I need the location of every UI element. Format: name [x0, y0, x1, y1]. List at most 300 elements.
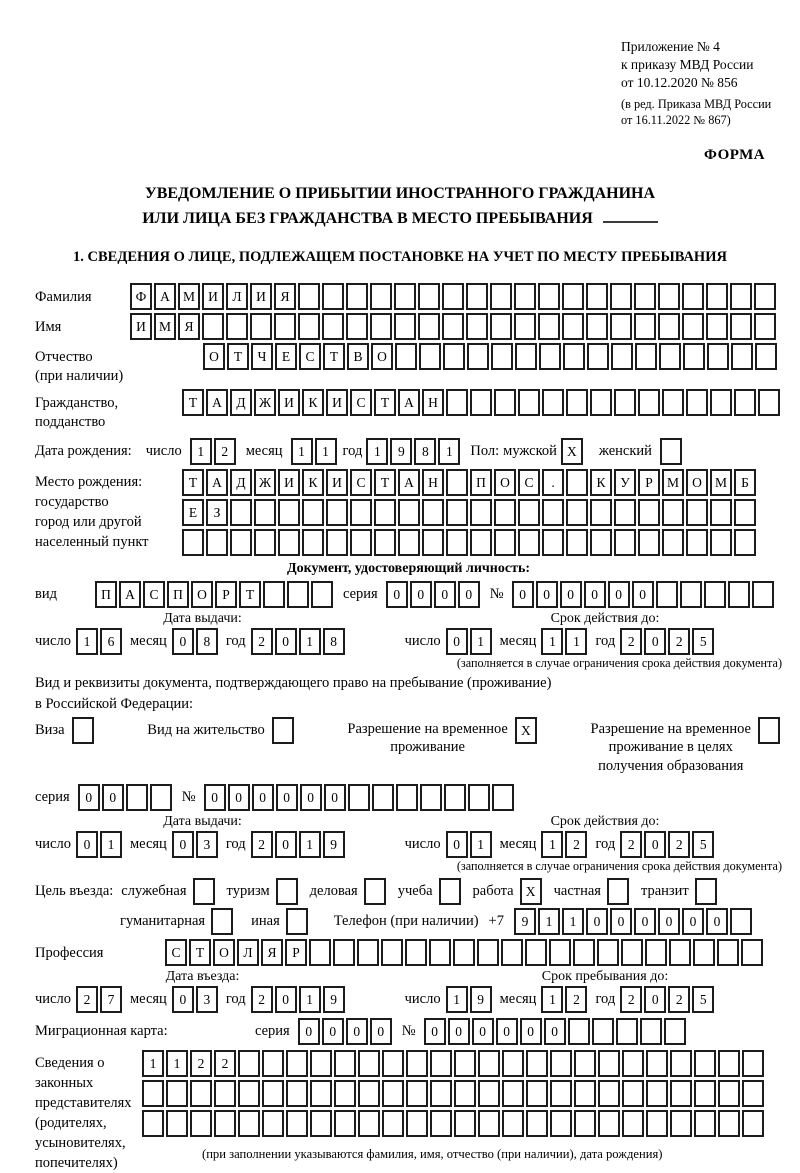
char-cell[interactable]	[214, 1110, 236, 1137]
char-cell[interactable]	[262, 1050, 284, 1077]
stay-year-cells[interactable]	[620, 986, 716, 1013]
char-cell[interactable]: 0	[275, 831, 297, 858]
char-cell[interactable]: 2	[251, 628, 273, 655]
char-cell[interactable]: Ж	[254, 389, 276, 416]
id-doc-number-cells[interactable]	[512, 581, 776, 608]
birthplace-cells-row3[interactable]	[182, 529, 758, 556]
char-cell[interactable]	[518, 529, 540, 556]
char-cell[interactable]: Т	[323, 343, 345, 370]
char-cell[interactable]	[419, 343, 441, 370]
char-cell[interactable]: О	[371, 343, 393, 370]
char-cell[interactable]	[453, 939, 475, 966]
char-cell[interactable]: В	[347, 343, 369, 370]
char-cell[interactable]	[478, 1080, 500, 1107]
char-cell[interactable]	[430, 1110, 452, 1137]
char-cell[interactable]: 2	[620, 831, 642, 858]
char-cell[interactable]	[394, 283, 416, 310]
char-cell[interactable]: 0	[78, 784, 100, 811]
doc-issue-month-cells[interactable]	[172, 628, 220, 655]
char-cell[interactable]: 2	[565, 831, 587, 858]
char-cell[interactable]	[574, 1050, 596, 1077]
char-cell[interactable]	[322, 313, 344, 340]
char-cell[interactable]	[614, 389, 636, 416]
char-cell[interactable]	[758, 717, 780, 744]
char-cell[interactable]	[126, 784, 148, 811]
char-cell[interactable]	[446, 529, 468, 556]
char-cell[interactable]	[718, 1080, 740, 1107]
char-cell[interactable]: С	[143, 581, 165, 608]
char-cell[interactable]	[694, 1050, 716, 1077]
char-cell[interactable]	[686, 389, 708, 416]
char-cell[interactable]: Н	[422, 469, 444, 496]
char-cell[interactable]	[491, 343, 513, 370]
char-cell[interactable]	[734, 499, 756, 526]
char-cell[interactable]: 9	[323, 831, 345, 858]
char-cell[interactable]: 1	[541, 628, 563, 655]
char-cell[interactable]	[598, 1050, 620, 1077]
temp-residence-edu-checkbox[interactable]	[758, 717, 782, 744]
char-cell[interactable]: 1	[470, 628, 492, 655]
char-cell[interactable]: П	[470, 469, 492, 496]
purpose-private-checkbox[interactable]	[607, 878, 631, 905]
char-cell[interactable]	[638, 499, 660, 526]
char-cell[interactable]	[418, 313, 440, 340]
char-cell[interactable]	[254, 529, 276, 556]
char-cell[interactable]: П	[95, 581, 117, 608]
char-cell[interactable]	[646, 1110, 668, 1137]
char-cell[interactable]: 0	[644, 628, 666, 655]
permit-issue-year-cells[interactable]	[251, 831, 347, 858]
char-cell[interactable]	[730, 908, 752, 935]
char-cell[interactable]	[502, 1110, 524, 1137]
char-cell[interactable]	[238, 1110, 260, 1137]
char-cell[interactable]	[150, 784, 172, 811]
char-cell[interactable]: 1	[299, 986, 321, 1013]
char-cell[interactable]	[302, 499, 324, 526]
char-cell[interactable]: Д	[230, 469, 252, 496]
permit-number-cells[interactable]	[204, 784, 516, 811]
char-cell[interactable]: 0	[544, 1018, 566, 1045]
char-cell[interactable]: X	[520, 878, 542, 905]
char-cell[interactable]	[395, 343, 417, 370]
char-cell[interactable]	[710, 389, 732, 416]
char-cell[interactable]	[710, 499, 732, 526]
char-cell[interactable]	[286, 1110, 308, 1137]
char-cell[interactable]	[587, 343, 609, 370]
char-cell[interactable]	[730, 313, 752, 340]
char-cell[interactable]: И	[278, 389, 300, 416]
char-cell[interactable]: 5	[692, 831, 714, 858]
char-cell[interactable]: 2	[565, 986, 587, 1013]
char-cell[interactable]	[478, 1110, 500, 1137]
char-cell[interactable]: Т	[182, 389, 204, 416]
char-cell[interactable]: И	[202, 283, 224, 310]
char-cell[interactable]	[334, 1080, 356, 1107]
char-cell[interactable]: 2	[76, 986, 98, 1013]
char-cell[interactable]	[430, 1050, 452, 1077]
char-cell[interactable]	[611, 343, 633, 370]
char-cell[interactable]: 0	[496, 1018, 518, 1045]
char-cell[interactable]	[492, 784, 514, 811]
char-cell[interactable]	[730, 283, 752, 310]
char-cell[interactable]	[358, 1080, 380, 1107]
char-cell[interactable]: 0	[370, 1018, 392, 1045]
char-cell[interactable]: С	[350, 389, 372, 416]
char-cell[interactable]: М	[178, 283, 200, 310]
char-cell[interactable]	[734, 389, 756, 416]
purpose-study-checkbox[interactable]	[439, 878, 463, 905]
purpose-humanitarian-checkbox[interactable]	[211, 908, 235, 935]
profession-cells[interactable]	[165, 939, 765, 966]
char-cell[interactable]	[381, 939, 403, 966]
char-cell[interactable]	[470, 389, 492, 416]
representatives-cells-row1[interactable]	[142, 1050, 766, 1077]
char-cell[interactable]: Т	[374, 389, 396, 416]
char-cell[interactable]	[302, 529, 324, 556]
char-cell[interactable]: 1	[291, 438, 313, 465]
char-cell[interactable]	[309, 939, 331, 966]
char-cell[interactable]	[526, 1050, 548, 1077]
char-cell[interactable]	[206, 529, 228, 556]
char-cell[interactable]: X	[515, 717, 537, 744]
char-cell[interactable]	[326, 499, 348, 526]
char-cell[interactable]	[526, 1080, 548, 1107]
char-cell[interactable]: 5	[692, 628, 714, 655]
purpose-business-checkbox[interactable]	[193, 878, 217, 905]
char-cell[interactable]	[334, 1110, 356, 1137]
char-cell[interactable]: 1	[142, 1050, 164, 1077]
char-cell[interactable]: Е	[275, 343, 297, 370]
char-cell[interactable]	[444, 784, 466, 811]
purpose-other-checkbox[interactable]	[286, 908, 310, 935]
char-cell[interactable]	[621, 939, 643, 966]
char-cell[interactable]: 0	[446, 628, 468, 655]
char-cell[interactable]	[254, 499, 276, 526]
char-cell[interactable]: Т	[182, 469, 204, 496]
char-cell[interactable]	[310, 1050, 332, 1077]
char-cell[interactable]	[466, 313, 488, 340]
char-cell[interactable]: С	[518, 469, 540, 496]
char-cell[interactable]	[454, 1080, 476, 1107]
char-cell[interactable]	[446, 499, 468, 526]
char-cell[interactable]	[734, 529, 756, 556]
char-cell[interactable]: Р	[638, 469, 660, 496]
char-cell[interactable]: 9	[470, 986, 492, 1013]
char-cell[interactable]	[398, 529, 420, 556]
char-cell[interactable]	[742, 1050, 764, 1077]
char-cell[interactable]	[669, 939, 691, 966]
char-cell[interactable]	[442, 283, 464, 310]
char-cell[interactable]	[374, 529, 396, 556]
char-cell[interactable]: 0	[228, 784, 250, 811]
char-cell[interactable]	[659, 343, 681, 370]
char-cell[interactable]: 0	[586, 908, 608, 935]
char-cell[interactable]	[538, 283, 560, 310]
char-cell[interactable]	[394, 313, 416, 340]
char-cell[interactable]	[358, 1110, 380, 1137]
char-cell[interactable]	[539, 343, 561, 370]
char-cell[interactable]: 0	[560, 581, 582, 608]
char-cell[interactable]: Ф	[130, 283, 152, 310]
char-cell[interactable]	[382, 1080, 404, 1107]
char-cell[interactable]: У	[614, 469, 636, 496]
stay-month-cells[interactable]	[541, 986, 589, 1013]
char-cell[interactable]	[598, 1080, 620, 1107]
patronymic-cells[interactable]	[203, 343, 779, 370]
char-cell[interactable]	[670, 1080, 692, 1107]
char-cell[interactable]	[614, 529, 636, 556]
char-cell[interactable]	[566, 469, 588, 496]
char-cell[interactable]: Т	[374, 469, 396, 496]
sex-female-checkbox[interactable]	[660, 438, 684, 465]
char-cell[interactable]	[664, 1018, 686, 1045]
char-cell[interactable]	[348, 784, 370, 811]
char-cell[interactable]	[468, 784, 490, 811]
char-cell[interactable]	[549, 939, 571, 966]
char-cell[interactable]	[350, 529, 372, 556]
char-cell[interactable]: 0	[644, 986, 666, 1013]
char-cell[interactable]	[333, 939, 355, 966]
char-cell[interactable]	[598, 1110, 620, 1137]
char-cell[interactable]: 1	[541, 986, 563, 1013]
char-cell[interactable]: 1	[190, 438, 212, 465]
char-cell[interactable]: 2	[668, 986, 690, 1013]
char-cell[interactable]	[346, 313, 368, 340]
char-cell[interactable]	[694, 1080, 716, 1107]
char-cell[interactable]: 3	[196, 831, 218, 858]
char-cell[interactable]: 5	[692, 986, 714, 1013]
char-cell[interactable]: 2	[214, 438, 236, 465]
char-cell[interactable]	[638, 389, 660, 416]
doc-issue-year-cells[interactable]	[251, 628, 347, 655]
char-cell[interactable]	[286, 1050, 308, 1077]
char-cell[interactable]	[470, 499, 492, 526]
char-cell[interactable]	[660, 438, 682, 465]
char-cell[interactable]	[478, 1050, 500, 1077]
char-cell[interactable]: 1	[299, 831, 321, 858]
char-cell[interactable]: 0	[610, 908, 632, 935]
char-cell[interactable]	[622, 1050, 644, 1077]
char-cell[interactable]	[193, 878, 215, 905]
char-cell[interactable]	[422, 499, 444, 526]
char-cell[interactable]: З	[206, 499, 228, 526]
char-cell[interactable]: 1	[541, 831, 563, 858]
citizenship-cells[interactable]	[182, 389, 782, 416]
char-cell[interactable]: 1	[366, 438, 388, 465]
char-cell[interactable]: .	[542, 469, 564, 496]
char-cell[interactable]	[542, 389, 564, 416]
char-cell[interactable]	[166, 1110, 188, 1137]
char-cell[interactable]	[616, 1018, 638, 1045]
char-cell[interactable]: 1	[538, 908, 560, 935]
char-cell[interactable]	[731, 343, 753, 370]
char-cell[interactable]	[682, 313, 704, 340]
char-cell[interactable]	[614, 499, 636, 526]
permit-expiry-year-cells[interactable]	[620, 831, 716, 858]
char-cell[interactable]	[446, 469, 468, 496]
char-cell[interactable]: 1	[438, 438, 460, 465]
char-cell[interactable]	[310, 1080, 332, 1107]
permit-expiry-day-cells[interactable]	[446, 831, 494, 858]
char-cell[interactable]	[250, 313, 272, 340]
char-cell[interactable]	[287, 581, 309, 608]
char-cell[interactable]	[754, 313, 776, 340]
char-cell[interactable]: К	[302, 469, 324, 496]
char-cell[interactable]	[278, 529, 300, 556]
char-cell[interactable]	[706, 313, 728, 340]
char-cell[interactable]: 0	[584, 581, 606, 608]
char-cell[interactable]: 0	[634, 908, 656, 935]
char-cell[interactable]	[514, 283, 536, 310]
char-cell[interactable]	[566, 499, 588, 526]
char-cell[interactable]: 0	[275, 628, 297, 655]
char-cell[interactable]	[262, 1080, 284, 1107]
firstname-cells[interactable]	[130, 313, 778, 340]
char-cell[interactable]	[494, 529, 516, 556]
char-cell[interactable]	[563, 343, 585, 370]
char-cell[interactable]	[406, 1050, 428, 1077]
residence-checkbox[interactable]	[272, 717, 296, 744]
char-cell[interactable]	[494, 499, 516, 526]
char-cell[interactable]	[422, 529, 444, 556]
char-cell[interactable]	[646, 1080, 668, 1107]
char-cell[interactable]: Н	[422, 389, 444, 416]
char-cell[interactable]	[586, 313, 608, 340]
char-cell[interactable]	[446, 389, 468, 416]
char-cell[interactable]: Б	[734, 469, 756, 496]
char-cell[interactable]	[656, 581, 678, 608]
char-cell[interactable]: 0	[76, 831, 98, 858]
char-cell[interactable]	[439, 878, 461, 905]
char-cell[interactable]: 0	[275, 986, 297, 1013]
char-cell[interactable]	[502, 1080, 524, 1107]
char-cell[interactable]: 0	[472, 1018, 494, 1045]
char-cell[interactable]	[298, 283, 320, 310]
sex-male-checkbox[interactable]	[561, 438, 585, 465]
char-cell[interactable]: М	[662, 469, 684, 496]
char-cell[interactable]: 9	[323, 986, 345, 1013]
char-cell[interactable]	[357, 939, 379, 966]
birth-month-cells[interactable]	[291, 438, 339, 465]
char-cell[interactable]	[477, 939, 499, 966]
char-cell[interactable]	[501, 939, 523, 966]
char-cell[interactable]: 0	[632, 581, 654, 608]
char-cell[interactable]	[310, 1110, 332, 1137]
char-cell[interactable]: И	[250, 283, 272, 310]
char-cell[interactable]: Е	[182, 499, 204, 526]
char-cell[interactable]	[542, 529, 564, 556]
char-cell[interactable]	[515, 343, 537, 370]
char-cell[interactable]	[683, 343, 705, 370]
char-cell[interactable]	[704, 581, 726, 608]
char-cell[interactable]: 0	[434, 581, 456, 608]
char-cell[interactable]	[741, 939, 763, 966]
entry-month-cells[interactable]	[172, 986, 220, 1013]
id-doc-type-cells[interactable]	[95, 581, 335, 608]
char-cell[interactable]: 0	[536, 581, 558, 608]
char-cell[interactable]: Ч	[251, 343, 273, 370]
stay-day-cells[interactable]	[446, 986, 494, 1013]
char-cell[interactable]	[695, 878, 717, 905]
char-cell[interactable]	[662, 529, 684, 556]
purpose-transit-checkbox[interactable]	[695, 878, 719, 905]
char-cell[interactable]	[142, 1110, 164, 1137]
char-cell[interactable]	[406, 1080, 428, 1107]
char-cell[interactable]	[278, 499, 300, 526]
char-cell[interactable]: 0	[322, 1018, 344, 1045]
id-doc-series-cells[interactable]	[386, 581, 482, 608]
char-cell[interactable]	[658, 313, 680, 340]
char-cell[interactable]: И	[278, 469, 300, 496]
purpose-tourism-checkbox[interactable]	[276, 878, 300, 905]
char-cell[interactable]: 2	[668, 628, 690, 655]
char-cell[interactable]	[590, 389, 612, 416]
char-cell[interactable]: 9	[390, 438, 412, 465]
char-cell[interactable]: Я	[261, 939, 283, 966]
char-cell[interactable]	[566, 529, 588, 556]
char-cell[interactable]: И	[130, 313, 152, 340]
char-cell[interactable]: М	[710, 469, 732, 496]
char-cell[interactable]: А	[206, 389, 228, 416]
char-cell[interactable]: 7	[100, 986, 122, 1013]
char-cell[interactable]	[710, 529, 732, 556]
char-cell[interactable]	[466, 283, 488, 310]
birthplace-cells-row2[interactable]	[182, 499, 758, 526]
entry-day-cells[interactable]	[76, 986, 124, 1013]
char-cell[interactable]	[443, 343, 465, 370]
char-cell[interactable]: 0	[298, 1018, 320, 1045]
char-cell[interactable]: 0	[446, 831, 468, 858]
char-cell[interactable]	[670, 1110, 692, 1137]
char-cell[interactable]: 1	[299, 628, 321, 655]
entry-year-cells[interactable]	[251, 986, 347, 1013]
char-cell[interactable]	[693, 939, 715, 966]
char-cell[interactable]: 0	[520, 1018, 542, 1045]
purpose-work-checkbox[interactable]	[520, 878, 544, 905]
char-cell[interactable]: 0	[706, 908, 728, 935]
char-cell[interactable]: 2	[190, 1050, 212, 1077]
char-cell[interactable]: 0	[644, 831, 666, 858]
char-cell[interactable]: 0	[172, 831, 194, 858]
char-cell[interactable]: 8	[414, 438, 436, 465]
char-cell[interactable]	[372, 784, 394, 811]
char-cell[interactable]	[490, 313, 512, 340]
char-cell[interactable]: О	[494, 469, 516, 496]
char-cell[interactable]	[430, 1080, 452, 1107]
char-cell[interactable]	[686, 529, 708, 556]
permit-series-cells[interactable]	[78, 784, 174, 811]
char-cell[interactable]	[542, 499, 564, 526]
char-cell[interactable]	[418, 283, 440, 310]
char-cell[interactable]	[574, 1110, 596, 1137]
char-cell[interactable]	[442, 313, 464, 340]
char-cell[interactable]: 1	[565, 628, 587, 655]
char-cell[interactable]	[634, 283, 656, 310]
char-cell[interactable]: А	[154, 283, 176, 310]
char-cell[interactable]: 2	[620, 986, 642, 1013]
char-cell[interactable]	[682, 283, 704, 310]
char-cell[interactable]	[568, 1018, 590, 1045]
char-cell[interactable]	[364, 878, 386, 905]
representatives-cells-row3[interactable]	[142, 1110, 766, 1137]
char-cell[interactable]: 0	[204, 784, 226, 811]
char-cell[interactable]	[706, 283, 728, 310]
char-cell[interactable]: 0	[102, 784, 124, 811]
char-cell[interactable]: О	[191, 581, 213, 608]
char-cell[interactable]	[398, 499, 420, 526]
doc-expiry-year-cells[interactable]	[620, 628, 716, 655]
char-cell[interactable]: 0	[172, 628, 194, 655]
